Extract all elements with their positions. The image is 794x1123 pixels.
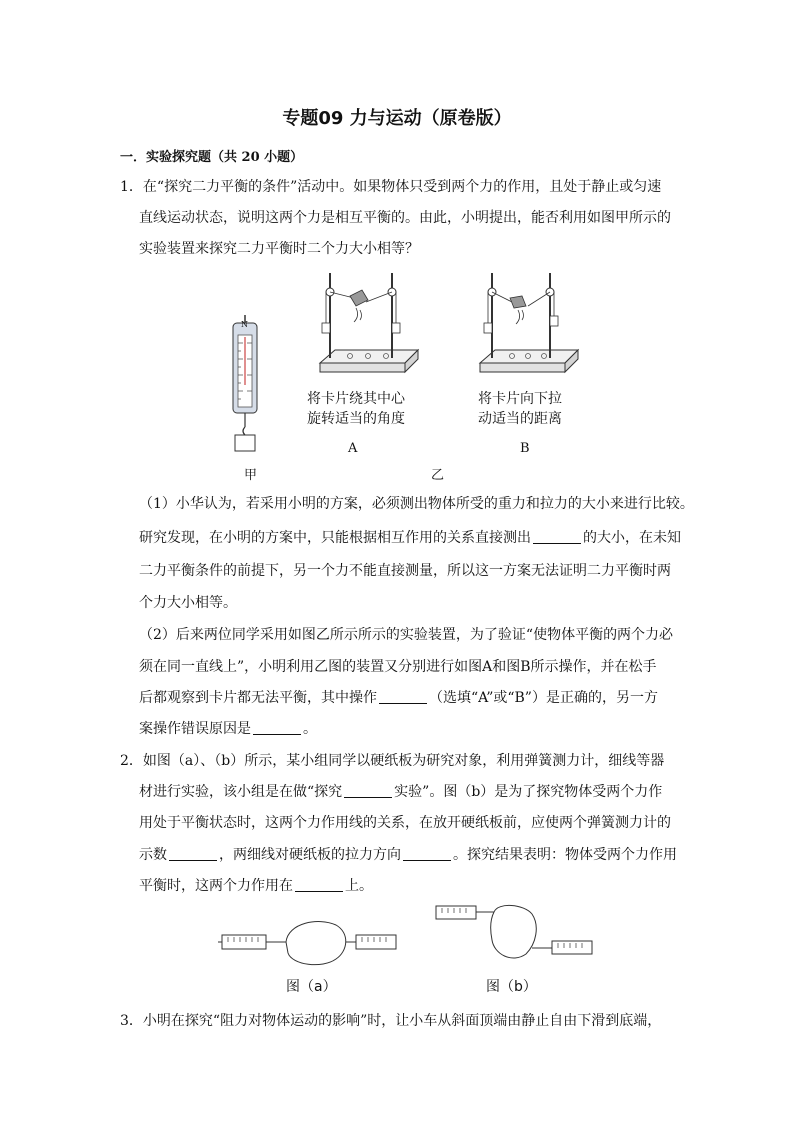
q2-text-f: 平衡时，这两个力作用在 <box>139 878 293 894</box>
q1-part2-line-1: （2）后来两位同学采用如图乙所示所示的实验装置，为了验证“使物体平衡的两个力必 <box>139 627 674 643</box>
q2-line-1: 2．如图（a）、（b）所示，某小组同学以硬纸板为研究对象，利用弹簧测力计，细线等器 <box>120 753 665 769</box>
answer-blank[interactable] <box>295 877 343 892</box>
q3-line-1: 3．小明在探究“阻力对物体运动的影响”时，让小车从斜面顶端由静止自由下滑到底端， <box>120 1013 662 1029</box>
apparatus-b-figure <box>470 268 580 383</box>
q2-text-b: 实验”。图（b）是为了探究物体受两个力作 <box>394 784 663 800</box>
figure-b-diagram <box>432 898 600 974</box>
caption-a-line-1: 将卡片绕其中心 <box>307 391 405 407</box>
figure-a-caption: 图（a） <box>286 979 337 995</box>
q1-part2-text-d: 。 <box>303 721 317 737</box>
q1-part1-line-1: （1）小华认为，若采用小明的方案，必须测出物体所受的重力和拉力的大小来进行比较。 <box>139 496 694 512</box>
answer-blank[interactable] <box>344 783 392 798</box>
section-heading: 一．实验探究题（共 20 小题） <box>120 150 304 165</box>
page-title: 专题09 力与运动（原卷版） <box>282 108 512 129</box>
q2-text-a: 材进行实验，该小组是在做“探究 <box>139 784 343 800</box>
q1-line-2: 直线运动状态，说明这两个力是相互平衡的。由此，小明提出，能否利用如图甲所示的 <box>139 210 671 226</box>
q1-part2-text-a: 后都观察到卡片都无法平衡，其中操作 <box>139 690 377 706</box>
figure-b-caption: 图（b） <box>486 979 537 995</box>
answer-blank[interactable] <box>169 846 217 861</box>
q2-text-d: ，两细线对硬纸板的拉力方向 <box>219 847 401 863</box>
q1-part2-text-c: 案操作错误原因是 <box>139 721 251 737</box>
answer-blank[interactable] <box>403 846 451 861</box>
label-b: B <box>520 441 530 456</box>
caption-a-line-2: 旋转适当的角度 <box>307 411 405 427</box>
q1-part1-text-a: 研究发现，在小明的方案中，只能根据相互作用的关系直接测出 <box>139 530 531 546</box>
answer-blank[interactable] <box>253 720 301 735</box>
q2-line-2 <box>139 782 662 802</box>
apparatus-a-figure <box>310 268 420 383</box>
q1-part1-text-b: 的大小，在未知 <box>583 530 681 546</box>
caption-b-line-1: 将卡片向下拉 <box>478 391 562 407</box>
q2-line-3: 用处于平衡状态时，这两个力作用线的关系，在放开硬纸板前，应使两个弹簧测力计的 <box>139 815 671 831</box>
label-jia: 甲 <box>244 468 258 483</box>
q1-part1-line-3: 二力平衡条件的前提下，另一个力不能直接测量，所以这一方案无法证明二力平衡时两 <box>139 563 671 579</box>
q1-part2-line-2: 须在同一直线上”，小明利用乙图的装置又分别进行如图A和图B所示操作，并在松手 <box>139 659 657 675</box>
q2-text-g: 上。 <box>345 878 373 894</box>
q1-line-3: 实验装置来探究二力平衡时二个力大小相等？ <box>139 241 419 257</box>
q1-part1-line-4: 个力大小相等。 <box>139 595 237 611</box>
spring-scale-figure <box>225 315 275 465</box>
q1-line-1: 1．在“探究二力平衡的条件”活动中。如果物体只受到两个力的作用，且处于静止或匀速 <box>120 179 662 195</box>
caption-b-line-2: 动适当的距离 <box>478 411 562 427</box>
gauge-unit-label: N <box>241 320 248 329</box>
label-yi: 乙 <box>431 468 445 483</box>
q1-part2-line-3 <box>139 688 658 708</box>
label-a: A <box>348 441 358 456</box>
q2-text-e: 。探究结果表明：物体受两个力作用 <box>453 847 677 863</box>
q2-line-5 <box>139 876 373 896</box>
q2-line-4 <box>139 845 677 865</box>
q1-part1-line-2 <box>139 528 681 548</box>
q2-text-c: 示数 <box>139 847 167 863</box>
q1-part2-text-b: （选填“A”或“B”）是正确的，另一方 <box>429 690 658 706</box>
figure-a-diagram <box>218 915 400 975</box>
answer-blank[interactable] <box>533 529 581 544</box>
answer-blank[interactable] <box>379 689 427 704</box>
q1-part2-line-4 <box>139 719 317 739</box>
